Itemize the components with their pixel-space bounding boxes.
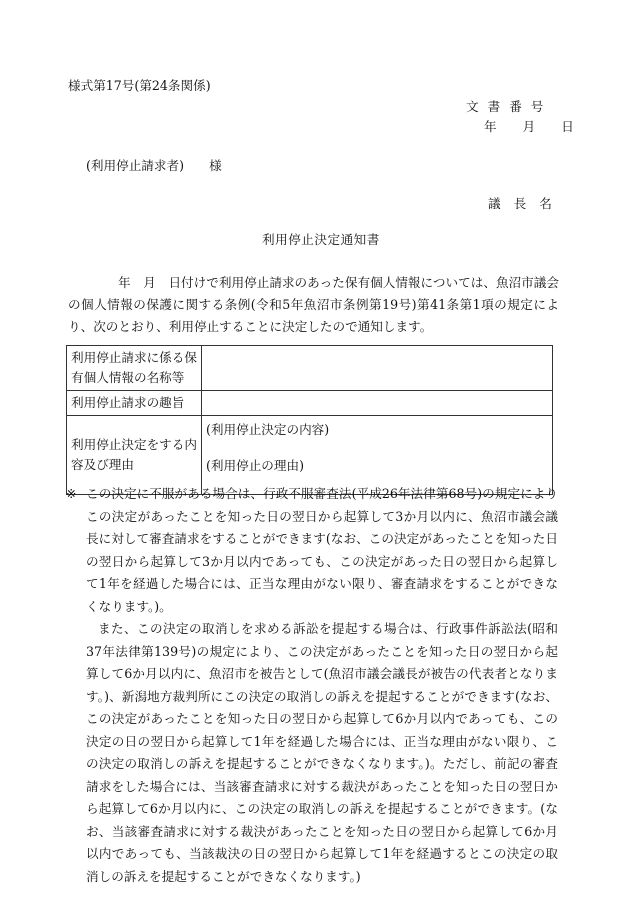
table-row [67, 391, 553, 416]
note-mark: ※ [66, 486, 77, 501]
decision-reason-label: (利用停止の理由) [206, 458, 304, 473]
chairman-name: 議長名 [488, 196, 565, 211]
date-day-label: 日 [561, 119, 574, 134]
date-month-label: 月 [522, 119, 536, 134]
table-row [67, 346, 553, 391]
table-label-request-purpose: 利用停止請求の趣旨 [67, 391, 202, 416]
table-value-info-name [202, 346, 553, 391]
date-line [484, 121, 574, 134]
body-paragraph [68, 272, 559, 338]
form-number: 様式第17号(第24条関係) [68, 78, 211, 93]
addressee: (利用停止請求者) 様 [86, 158, 222, 173]
note-appeal [66, 483, 558, 618]
table-label-decision: 利用停止決定をする内容及び理由 [67, 416, 202, 495]
decision-content-label: (利用停止決定の内容) [206, 422, 330, 437]
table-value-request-purpose [202, 391, 553, 416]
note-lawsuit: また、この決定の取消しを求める訴訟を提起する場合は、行政事件訴訟法(昭和37年法律第139号)の規定により、この決定があったことを知った日の翌日から起算して6か月以内に、魚沼市を被告として(魚沼市議会議長が被告の代表者となります。)、新潟地方裁判所にこの決定の取消しの訴えを提起することができます(なお、この決定があったことを知った日の翌日から起算して6か月以内であっても、この決定の日の翌日から起算して1年を経過した場合には、正当な理由がない限り、この決定の取消しの訴えを提起することができなくなります。)。ただし、前記の審査請求をした場合には、当該審査請求に対する裁決があったことを知った日の翌日から起算して6か月以内に、この決定の取消しの訴えを提起することができます。(なお、当該審査請求に対する裁決があったことを知った日の翌日から起算して6か月以内であっても、当該裁決の日の翌日から起算して1年を経過するとこの決定の取消しの訴えを提起することができなくなります。) [86, 621, 558, 884]
note-appeal-text: この決定に不服がある場合は、行政不服審査法(平成26年法律第68号)の規定によりこの決定があったことを知った日の翌日から起算して3か月以内に、魚沼市議会議長に対して審査請求をすることができます(なお、この決定があったことを知った日の翌日から起算して3か月以内であっても、この決定があった日の翌日から起算して1年を経過した場合には、正当な理由がない限り、審査請求をすることができなくなります。)。 [86, 486, 558, 614]
notes-section [66, 483, 558, 888]
date-year-label: 年 [484, 119, 497, 134]
table-label-info-name: 利用停止請求に係る保有個人情報の名称等 [67, 346, 202, 391]
document-title: 利用停止決定通知書 [262, 232, 380, 247]
info-table [66, 345, 553, 495]
document-number-label: 文書番号 [466, 99, 553, 114]
body-text: 年 月 日付けで利用停止請求のあった保有個人情報については、魚沼市議会の個人情報の保護に関する条例(令和5年魚沼市条例第19号)第41条第1項の規定により、次のとおり、利用停止することに決定したので通知します。 [68, 275, 559, 334]
